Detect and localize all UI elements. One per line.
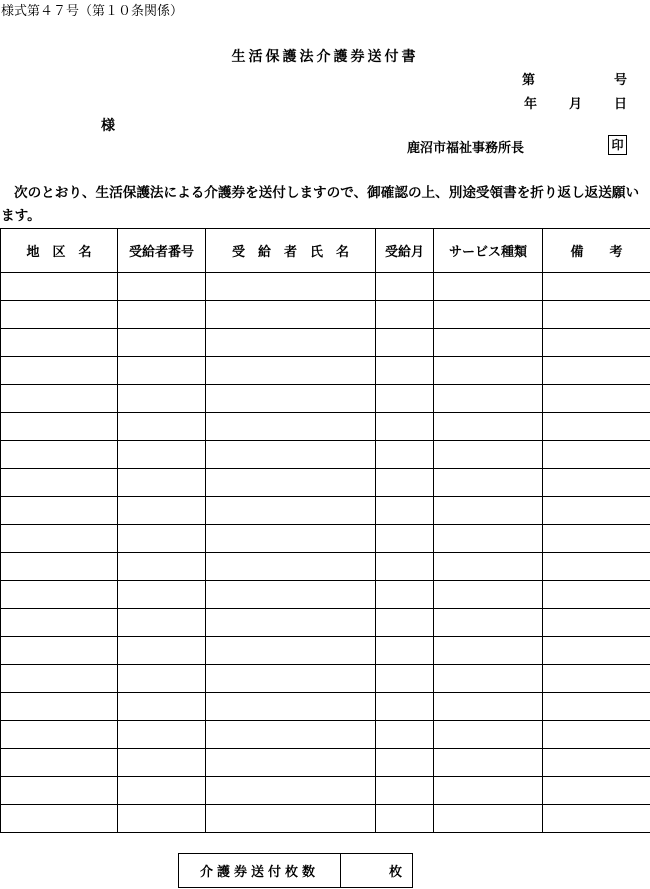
cell-service-type[interactable] [434, 385, 543, 413]
cell-remarks[interactable] [543, 329, 650, 357]
cell-month[interactable] [376, 329, 434, 357]
cell-month[interactable] [376, 721, 434, 749]
cell-remarks[interactable] [543, 637, 650, 665]
header-month: 受給月 [376, 229, 434, 273]
cell-district[interactable] [1, 693, 118, 721]
cell-district[interactable] [1, 805, 118, 833]
cell-district[interactable] [1, 609, 118, 637]
addressee-honorific: 様 [101, 118, 115, 134]
ticket-count-unit: 枚 [388, 865, 402, 880]
header-recipient-name: 受 給 者 氏 名 [206, 229, 376, 273]
table-row [1, 329, 650, 357]
cell-month[interactable] [376, 637, 434, 665]
cell-recipient-number[interactable] [118, 413, 206, 441]
cell-recipient-number[interactable] [118, 441, 206, 469]
cell-month[interactable] [376, 385, 434, 413]
cell-remarks[interactable] [543, 553, 650, 581]
cell-district[interactable] [1, 553, 118, 581]
cell-service-type[interactable] [434, 805, 543, 833]
cell-recipient-name[interactable] [206, 721, 376, 749]
body-paragraph: 次のとおり、生活保護法による介護券を送付しますので、御確認の上、別途受領書を折り返し返送願います。 [1, 185, 640, 224]
cell-month[interactable] [376, 777, 434, 805]
table-row [1, 777, 650, 805]
cell-recipient-number[interactable] [118, 693, 206, 721]
cell-recipient-number[interactable] [118, 777, 206, 805]
sender-name: 鹿沼市福祉事務所長 [407, 141, 525, 156]
table-row [1, 525, 650, 553]
cell-service-type[interactable] [434, 637, 543, 665]
cell-remarks[interactable] [543, 609, 650, 637]
cell-district[interactable] [1, 665, 118, 693]
cell-district[interactable] [1, 497, 118, 525]
cell-district[interactable] [1, 441, 118, 469]
cell-district[interactable] [1, 581, 118, 609]
cell-month[interactable] [376, 581, 434, 609]
cell-month[interactable] [376, 749, 434, 777]
table-row [1, 637, 650, 665]
cell-recipient-name[interactable] [206, 553, 376, 581]
cell-month[interactable] [376, 273, 434, 301]
date-year-label: 年 [524, 97, 538, 112]
cell-service-type[interactable] [434, 329, 543, 357]
cell-service-type[interactable] [434, 749, 543, 777]
cell-month[interactable] [376, 497, 434, 525]
cell-service-type[interactable] [434, 553, 543, 581]
cell-remarks[interactable] [543, 777, 650, 805]
cell-recipient-name[interactable] [206, 805, 376, 833]
cell-recipient-name[interactable] [206, 749, 376, 777]
table-body [1, 273, 650, 833]
table-header-row [1, 229, 650, 273]
cell-service-type[interactable] [434, 357, 543, 385]
cell-month[interactable] [376, 301, 434, 329]
cell-district[interactable] [1, 301, 118, 329]
header-remarks: 備 考 [543, 229, 650, 273]
cell-remarks[interactable] [543, 721, 650, 749]
cell-remarks[interactable] [543, 665, 650, 693]
cell-recipient-name[interactable] [206, 413, 376, 441]
cell-remarks[interactable] [543, 413, 650, 441]
cell-recipient-name[interactable] [206, 665, 376, 693]
cell-month[interactable] [376, 357, 434, 385]
cell-remarks[interactable] [543, 581, 650, 609]
cell-recipient-number[interactable] [118, 385, 206, 413]
seal-box: 印 [608, 135, 627, 155]
ticket-count-box [178, 853, 413, 888]
cell-remarks[interactable] [543, 525, 650, 553]
cell-district[interactable] [1, 469, 118, 497]
cell-recipient-name[interactable] [206, 385, 376, 413]
cell-district[interactable] [1, 273, 118, 301]
cell-service-type[interactable] [434, 693, 543, 721]
table-row [1, 497, 650, 525]
delivery-table [0, 228, 650, 833]
cell-district[interactable] [1, 525, 118, 553]
cell-remarks[interactable] [543, 805, 650, 833]
table-row [1, 581, 650, 609]
cell-remarks[interactable] [543, 357, 650, 385]
table-row [1, 665, 650, 693]
table-row [1, 385, 650, 413]
cell-district[interactable] [1, 721, 118, 749]
cell-service-type[interactable] [434, 413, 543, 441]
cell-remarks[interactable] [543, 441, 650, 469]
cell-recipient-name[interactable] [206, 301, 376, 329]
form-number: 様式第４７号（第１０条関係） [1, 4, 184, 19]
cell-remarks[interactable] [543, 385, 650, 413]
cell-service-type[interactable] [434, 665, 543, 693]
header-district: 地 区 名 [1, 229, 118, 273]
cell-service-type[interactable] [434, 441, 543, 469]
cell-district[interactable] [1, 749, 118, 777]
cell-month[interactable] [376, 469, 434, 497]
table-row [1, 273, 650, 301]
cell-service-type[interactable] [434, 497, 543, 525]
cell-district[interactable] [1, 413, 118, 441]
cell-service-type[interactable] [434, 301, 543, 329]
cell-district[interactable] [1, 329, 118, 357]
cell-recipient-number[interactable] [118, 525, 206, 553]
cell-recipient-name[interactable] [206, 637, 376, 665]
cell-service-type[interactable] [434, 581, 543, 609]
date-month-label: 月 [569, 97, 583, 112]
cell-month[interactable] [376, 413, 434, 441]
document-title: 生活保護法介護券送付書 [231, 49, 419, 65]
cell-month[interactable] [376, 665, 434, 693]
cell-recipient-number[interactable] [118, 329, 206, 357]
cell-recipient-number[interactable] [118, 357, 206, 385]
cell-recipient-name[interactable] [206, 441, 376, 469]
table-row [1, 301, 650, 329]
cell-recipient-number[interactable] [118, 665, 206, 693]
cell-recipient-number[interactable] [118, 301, 206, 329]
cell-recipient-name[interactable] [206, 581, 376, 609]
cell-remarks[interactable] [543, 301, 650, 329]
table-row [1, 749, 650, 777]
cell-recipient-number[interactable] [118, 637, 206, 665]
cell-month[interactable] [376, 693, 434, 721]
cell-recipient-name[interactable] [206, 525, 376, 553]
cell-remarks[interactable] [543, 749, 650, 777]
table-row [1, 357, 650, 385]
cell-remarks[interactable] [543, 469, 650, 497]
date-day-label: 日 [614, 97, 628, 112]
cell-district[interactable] [1, 777, 118, 805]
cell-service-type[interactable] [434, 721, 543, 749]
cell-recipient-name[interactable] [206, 609, 376, 637]
cell-service-type[interactable] [434, 273, 543, 301]
cell-recipient-number[interactable] [118, 749, 206, 777]
cell-month[interactable] [376, 525, 434, 553]
table-row [1, 609, 650, 637]
cell-recipient-name[interactable] [206, 329, 376, 357]
cell-recipient-name[interactable] [206, 469, 376, 497]
cell-recipient-number[interactable] [118, 581, 206, 609]
cell-service-type[interactable] [434, 609, 543, 637]
document-number-suffix: 号 [614, 73, 628, 88]
cell-recipient-number[interactable] [118, 609, 206, 637]
cell-district[interactable] [1, 385, 118, 413]
cell-service-type[interactable] [434, 525, 543, 553]
cell-recipient-name[interactable] [206, 693, 376, 721]
cell-remarks[interactable] [543, 497, 650, 525]
cell-district[interactable] [1, 637, 118, 665]
cell-district[interactable] [1, 357, 118, 385]
cell-month[interactable] [376, 805, 434, 833]
table-row [1, 721, 650, 749]
cell-month[interactable] [376, 553, 434, 581]
cell-month[interactable] [376, 609, 434, 637]
table-row [1, 413, 650, 441]
cell-recipient-name[interactable] [206, 777, 376, 805]
cell-recipient-number[interactable] [118, 497, 206, 525]
table-row [1, 693, 650, 721]
cell-remarks[interactable] [543, 693, 650, 721]
cell-service-type[interactable] [434, 469, 543, 497]
cell-service-type[interactable] [434, 777, 543, 805]
table-row [1, 469, 650, 497]
cell-recipient-number[interactable] [118, 469, 206, 497]
cell-recipient-name[interactable] [206, 357, 376, 385]
header-service-type: サービス種類 [434, 229, 543, 273]
ticket-count-field[interactable] [341, 854, 413, 888]
cell-recipient-name[interactable] [206, 497, 376, 525]
table-row [1, 805, 650, 833]
cell-remarks[interactable] [543, 273, 650, 301]
cell-recipient-number[interactable] [118, 721, 206, 749]
header-recipient-number: 受給者番号 [118, 229, 206, 273]
cell-recipient-name[interactable] [206, 273, 376, 301]
cell-month[interactable] [376, 441, 434, 469]
table-row [1, 553, 650, 581]
table-row [1, 441, 650, 469]
cell-recipient-number[interactable] [118, 805, 206, 833]
document-number-prefix: 第 [522, 73, 536, 88]
ticket-count-label: 介護券送付枚数 [179, 854, 341, 888]
cell-recipient-number[interactable] [118, 273, 206, 301]
cell-recipient-number[interactable] [118, 553, 206, 581]
